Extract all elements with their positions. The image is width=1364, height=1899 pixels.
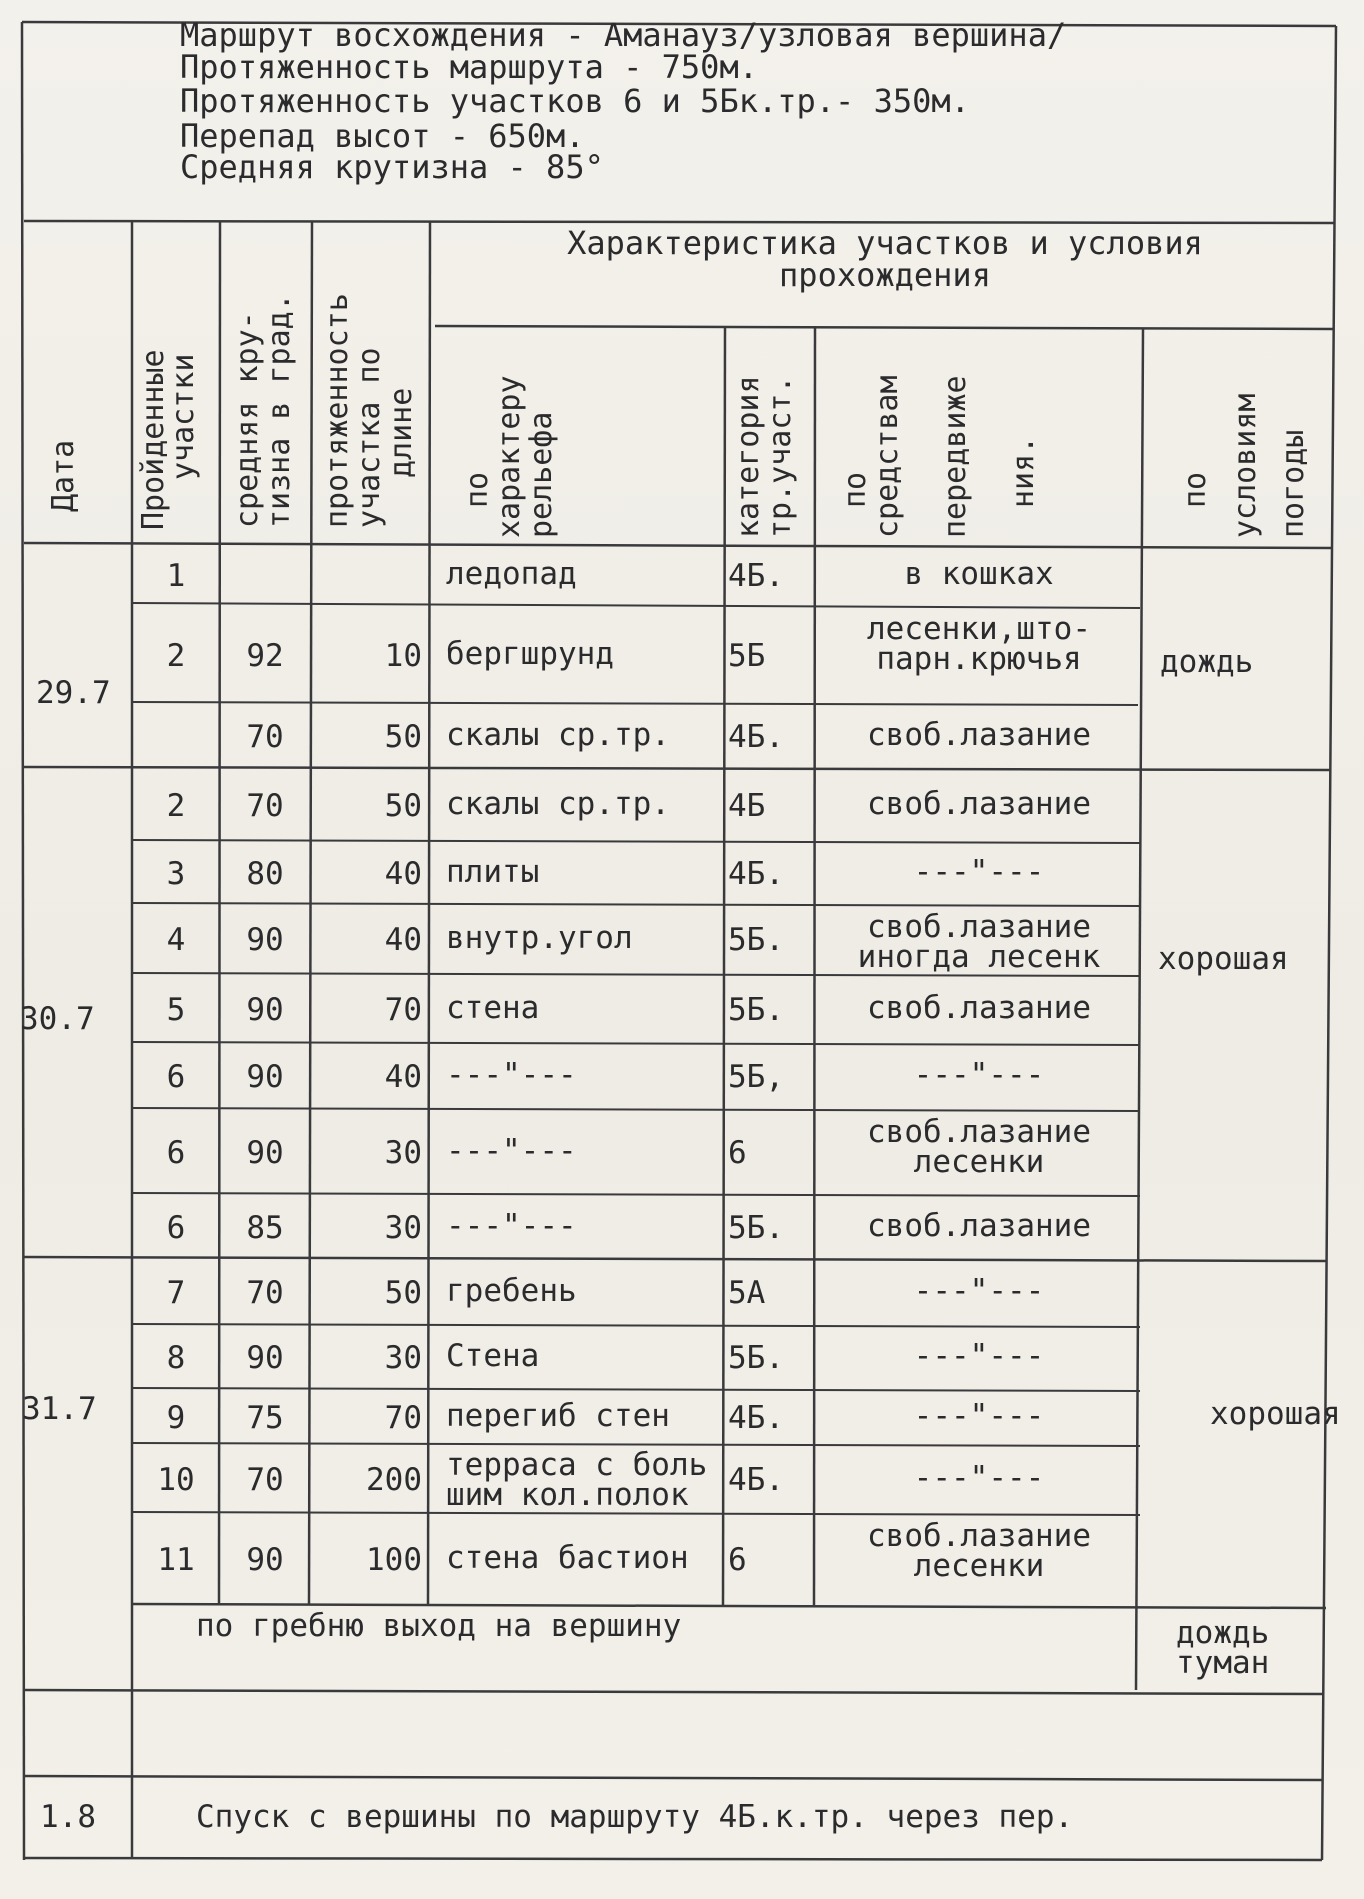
steepness-cell: 90 [246,1134,284,1171]
length-cell: 10 [384,637,422,674]
length-cell: 50 [384,1275,422,1311]
weather-cell: хорошая [1158,941,1289,977]
means-cell: в кошках [904,556,1054,592]
segment-cell: 4 [166,922,186,958]
length-cell: 100 [366,1541,422,1578]
date-cell: 31.7 [22,1391,97,1427]
steepness-cell: 90 [246,1059,284,1095]
category-cell: 5Б. [728,991,784,1028]
column-header-length: протяженность [320,293,355,528]
steepness-line: Средняя крутизна - 85° [180,148,604,186]
category-cell: 6 [728,1541,747,1578]
category-cell: 4Б [728,787,766,824]
segment-cell: 10 [157,1461,195,1498]
segment-cell: 6 [166,1209,186,1246]
relief-cell: стена [446,989,540,1026]
column-header-category: категория [731,375,766,538]
column-header-length: длине [384,387,419,478]
relief-cell: скалы ср.тр. [446,785,670,822]
length-cell: 50 [384,787,422,824]
column-header-date: Дата [46,439,81,512]
relief-cell: ледопад [446,556,577,592]
sections-length-line: Протяженность участков 6 и 5Бк.тр.- 350м. [180,82,970,120]
segment-cell: 2 [166,637,186,674]
steepness-cell: 90 [246,1541,284,1578]
means-cell: иногда лесенк [857,939,1101,975]
weather-cell: хорошая [1210,1396,1341,1432]
means-cell: ---"--- [913,853,1045,890]
column-header-relief: рельефа [524,411,559,538]
relief-cell: скалы ср.тр. [446,716,670,753]
steepness-cell: 85 [246,1209,284,1246]
segment-cell: 6 [166,1134,186,1171]
segment-cell: 7 [166,1275,186,1311]
category-cell: 5Б. [728,922,784,958]
column-header-steepness: средняя кру- [230,311,265,528]
length-cell: 70 [384,1399,422,1436]
date-cell: 1.8 [40,1799,96,1835]
column-header-weather: погоды [1276,429,1311,538]
segment-cell: 2 [166,787,186,824]
length-cell: 50 [384,718,422,755]
date-cell: 29.7 [36,675,111,711]
means-cell: лесенки [913,1144,1045,1180]
length-cell: 30 [384,1134,422,1171]
relief-cell: шим кол.полок [446,1477,689,1513]
category-cell: 5Б, [728,1059,784,1095]
column-header-group-title: Характеристика участков и условия [567,224,1203,262]
means-cell: своб.лазание [867,909,1091,945]
steepness-cell: 90 [246,991,284,1028]
relief-cell: ---"--- [446,1207,577,1244]
relief-cell: перегиб стен [446,1397,670,1434]
means-cell: ---"--- [913,1057,1045,1093]
steepness-cell: 90 [246,1340,284,1376]
relief-cell: Стена [446,1338,540,1374]
relief-cell: стена бастион [446,1539,689,1576]
weather-cell: туман [1176,1645,1270,1681]
category-cell: 4Б. [728,855,784,892]
length-cell: 70 [384,991,422,1028]
segment-cell: 3 [166,855,186,892]
weather-cell: дождь [1160,644,1254,680]
steepness-cell: 70 [246,1461,284,1498]
descent-note: Спуск с вершины по маршруту 4Б.к.тр. через пер. [196,1799,1074,1835]
steepness-cell: 80 [246,855,284,892]
category-cell: 4Б. [728,558,784,594]
means-cell: лесенки,што- [867,611,1091,647]
means-cell: ---"--- [913,1338,1045,1374]
column-header-segments: участки [166,353,201,480]
segment-cell: 11 [157,1541,195,1578]
steepness-cell: 75 [246,1399,284,1436]
length-cell: 40 [384,1059,422,1095]
means-cell: ---"--- [913,1397,1045,1434]
means-cell: своб.лазание [867,716,1091,753]
column-header-steepness: тизна в град. [262,293,297,528]
column-header-length: участка по [352,347,387,528]
elevation-line: Перепад высот - 650м. [180,117,585,155]
column-header-means: средствам [870,375,905,538]
column-header-relief: по [460,471,495,508]
segment-cell: 5 [166,991,186,1028]
relief-cell: внутр.угол [446,920,633,956]
relief-cell: ---"--- [446,1132,577,1169]
segment-cell: 9 [166,1399,186,1436]
route-length-line: Протяженность маршрута - 750м. [180,48,758,86]
steepness-cell: 92 [246,637,284,674]
steepness-cell: 70 [246,718,284,755]
means-cell: своб.лазание [867,1518,1091,1554]
relief-cell: гребень [446,1273,577,1309]
length-cell: 40 [384,922,422,958]
means-cell: своб.лазание [867,1114,1091,1150]
summit-note: по гребню выход на вершину [196,1608,682,1644]
means-cell: парн.крючья [876,641,1082,677]
steepness-cell: 90 [246,922,284,958]
weather-cell: дождь [1176,1615,1270,1651]
column-header-means: ния. [1006,435,1041,508]
date-cell: 30.7 [20,1001,95,1037]
segment-cell: 6 [166,1059,186,1095]
means-cell: своб.лазание [867,1207,1091,1244]
steepness-cell: 70 [246,787,284,824]
column-header-category: тр.участ. [763,375,798,538]
column-header-means: передвиже [938,375,973,538]
length-cell: 30 [384,1209,422,1246]
column-header-means: по [838,471,873,508]
column-header-relief: характеру [492,375,527,538]
length-cell: 200 [366,1461,422,1498]
column-header-weather: по [1178,471,1213,508]
length-cell: 30 [384,1340,422,1376]
means-cell: своб.лазание [867,785,1091,822]
category-cell: 5Б [728,637,766,674]
category-cell: 6 [728,1134,747,1171]
length-cell: 40 [384,855,422,892]
category-cell: 4Б. [728,1399,784,1436]
segment-cell: 8 [166,1340,186,1376]
category-cell: 5А [728,1275,766,1311]
means-cell: ---"--- [913,1273,1045,1309]
category-cell: 5Б. [728,1209,784,1246]
relief-cell: бергшрунд [446,635,614,672]
category-cell: 4Б. [728,718,784,755]
relief-cell: ---"--- [446,1057,577,1093]
means-cell: своб.лазание [867,989,1091,1026]
category-cell: 4Б. [728,1461,784,1498]
means-cell: лесенки [913,1548,1045,1584]
category-cell: 5Б. [728,1340,784,1376]
means-cell: ---"--- [913,1459,1045,1496]
relief-cell: плиты [446,853,540,890]
column-header-weather: условиям [1228,393,1263,538]
column-header-segments: Пройденные [136,349,171,530]
route-line: Маршрут восхождения - Аманауз/узловая вершина/ [180,16,1067,54]
steepness-cell: 70 [246,1275,284,1311]
column-header-group-title: прохождения [779,256,991,294]
segment-cell: 1 [166,558,186,594]
relief-cell: терраса с боль [446,1447,708,1483]
